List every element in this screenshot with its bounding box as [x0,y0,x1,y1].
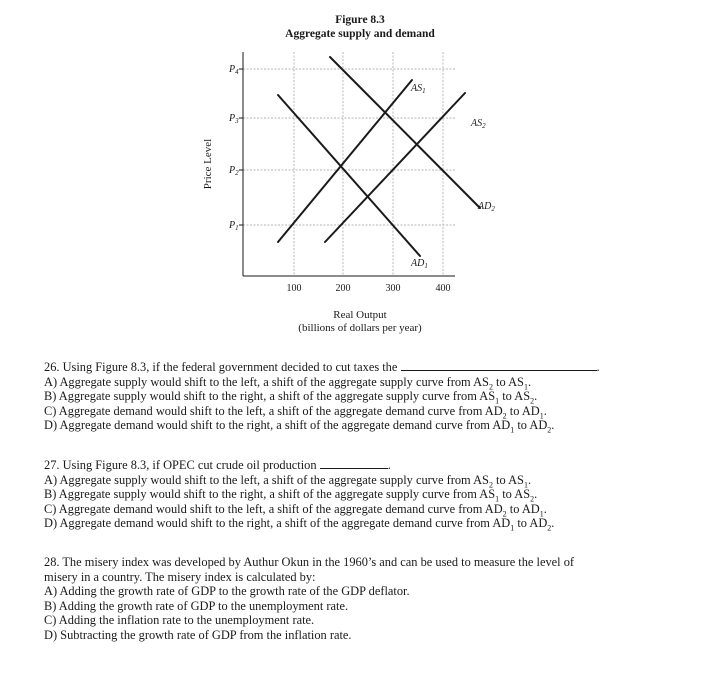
y-tick-p4: $P_4$ [229,64,239,76]
q27-option-a: A) Aggregate supply would shift to the left, a shift of the aggregate supply curve from $AS_2$ to $AS_1$. [44,472,532,490]
ad2-label: $AD_2$ [478,201,495,213]
q26-option-a: A) Aggregate supply would shift to the left, a shift of the aggregate supply curve from $AS_2$ to $AS_1$. [44,374,532,392]
q26-stem: 26. Using Figure 8.3, if the federal government decided to cut taxes the . [44,360,600,374]
q27-option-c: C) Aggregate demand would shift to the left, a shift of the aggregate demand curve from $AD_2$ to $AD_1$. [44,501,547,519]
q28-stem-line2: misery in a country. The misery index is calculated by: [44,569,316,584]
question-26 [44,359,684,433]
figure-8-3 [0,0,714,345]
q26-option-c: C) Aggregate demand would shift to the left, a shift of the aggregate demand curve from $AD_2$ to $AD_1$. [44,403,547,421]
q28-option-d: D) Subtracting the growth rate of GDP from the inflation rate. [44,627,352,642]
q26-option-b: B) Aggregate supply would shift to the right, a shift of the aggregate supply curve from $AS_1$ to $AS_2$. [44,389,538,406]
q27-option-b: B) Aggregate supply would shift to the right, a shift of the aggregate supply curve from $AS_1$ to $AS_2$. [44,487,538,504]
ad1-label: $AD_1$ [411,258,428,270]
q26-option-d: D) Aggregate demand would shift to the right, a shift of the aggregate demand curve from $AD_1$ to $AD_2$. [44,418,555,435]
x-tick-300: 300 [385,283,401,294]
y-tick-p2: $P_2$ [229,165,239,177]
figure-label: Figure 8.3 [335,14,385,26]
q28-stem-line1: 28. The misery index was developed by Authur Okun in the 1960’s and can be used to measure the level of [44,555,575,569]
as2-curve [325,93,465,242]
grid [243,52,455,276]
x-tick-100: 100 [286,283,302,294]
y-tick-p1: $P_1$ [229,220,239,232]
x-tick-400: 400 [435,283,451,294]
question-27 [44,457,684,531]
figure-title: Aggregate supply and demand [285,28,435,40]
x-tick-200: 200 [335,283,351,294]
q27-stem: 27. Using Figure 8.3, if OPEC cut crude oil production . [44,458,391,472]
as1-label: $AS_1$ [411,83,426,95]
x-axis-title: Real Output [333,309,387,321]
as1-curve [278,80,412,242]
x-axis-subtitle: (billions of dollars per year) [298,322,422,334]
q26-blank [401,359,597,371]
q27-option-d: D) Aggregate demand would shift to the right, a shift of the aggregate demand curve from $AD_1$ to $AD_2$. [44,516,555,533]
y-tick-p3: $P_3$ [229,113,239,125]
q28-option-b: B) Adding the growth rate of GDP to the unemployment rate. [44,598,349,613]
ad2-curve [330,57,480,208]
as2-label: $AS_2$ [471,118,486,130]
q27-blank [320,457,388,469]
question-28 [44,555,684,643]
y-axis-title: Price Level [202,138,214,190]
ad1-curve [278,95,420,256]
q28-option-c: C) Adding the inflation rate to the unemployment rate. [44,613,315,628]
q28-option-a: A) Adding the growth rate of GDP to the growth rate of the GDP deflator. [44,584,410,599]
